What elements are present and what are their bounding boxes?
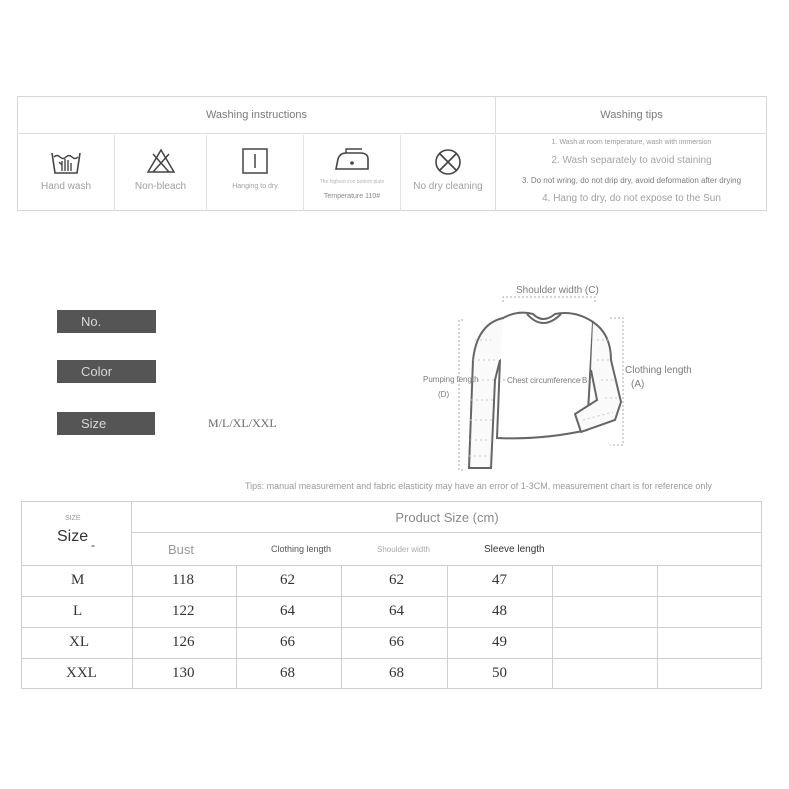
shoulder-width-label: Shoulder width (C) <box>516 285 599 296</box>
clothing-length-code: (A) <box>631 379 645 390</box>
shoulder-width-cell-m: 62 <box>389 572 404 588</box>
washing-tips-list <box>496 135 767 211</box>
care-hand-wash <box>18 135 115 211</box>
care-iron <box>304 135 401 211</box>
shoulder-width-cell-xl: 66 <box>389 634 404 650</box>
hanging-to-dry-label: Hanging to dry <box>232 183 278 190</box>
pumping-length-label: Pumping length <box>423 375 479 384</box>
iron-icon <box>332 147 372 173</box>
size-table <box>21 501 762 689</box>
bust-cell-xxl: 130 <box>172 665 195 681</box>
column-header-shoulder-width: Shoulder width <box>377 544 430 554</box>
size-corner-dash: - <box>91 538 95 552</box>
non-bleach-icon <box>146 147 176 175</box>
size-corner-small: SIZE <box>65 515 81 522</box>
size-options: M/L/XL/XXL <box>208 416 277 430</box>
size-cell-xl: XL <box>69 634 89 650</box>
hanging-to-dry-icon <box>241 147 269 175</box>
size-cell-m: M <box>71 572 85 588</box>
size-corner-cell <box>22 502 132 565</box>
care-hanging-to-dry <box>207 135 304 211</box>
chest-code: B <box>582 376 588 385</box>
no-dry-cleaning-label: No dry cleaning <box>413 181 483 192</box>
pumping-length-code: (D) <box>438 390 450 399</box>
sleeve-length-cell-xl: 49 <box>492 634 507 650</box>
non-bleach-label: Non-bleach <box>134 181 187 192</box>
shoulder-width-cell-xxl: 68 <box>389 665 404 681</box>
clothing-length-cell-xxl: 68 <box>280 665 295 681</box>
clothing-length-label: Clothing length <box>625 365 692 376</box>
hand-wash-label: Hand wash <box>40 181 92 192</box>
clothing-length-cell-xl: 66 <box>280 634 295 650</box>
column-header-clothing-length: Clothing length <box>271 544 332 554</box>
bust-cell-m: 118 <box>172 572 194 588</box>
washing-tip-3: 3. Do not wring, do not drip dry, avoid deformation after drying <box>521 176 742 185</box>
shoulder-width-cell-l: 64 <box>389 603 404 619</box>
bust-cell-xl: 126 <box>172 634 195 650</box>
care-no-dry-cleaning <box>401 135 496 211</box>
washing-tip-1: 1. Wash at room temperature, wash with immersion <box>551 139 712 146</box>
chest-circumference-label: Chest circumference <box>507 376 581 385</box>
measurement-tip: Tips: manual measurement and fabric elasticity may have an error of 1-3CM, measurement chart is for reference only <box>245 481 712 491</box>
no-dry-cleaning-icon <box>433 147 463 177</box>
washing-panel <box>17 96 767 211</box>
color-label: Color <box>57 360 156 383</box>
hand-wash-icon <box>49 147 83 177</box>
size-cell-xxl: XXL <box>66 665 97 681</box>
measurement-diagram <box>415 280 715 480</box>
bust-cell-l: 122 <box>172 603 195 619</box>
sleeve-length-cell-l: 48 <box>492 603 507 619</box>
size-corner-big: Size <box>57 528 89 545</box>
washing-tip-2: 2. Wash separately to avoid staining <box>551 155 712 166</box>
washing-tips-title: Washing tips <box>496 97 767 134</box>
sleeve-length-cell-xxl: 50 <box>492 665 507 681</box>
size-label: Size <box>57 412 155 435</box>
clothing-length-cell-l: 64 <box>280 603 295 619</box>
column-header-bust: Bust <box>168 541 195 557</box>
clothing-length-cell-m: 62 <box>280 572 295 588</box>
no-label: No. <box>57 310 156 333</box>
washing-tip-4: 4. Hang to dry, do not expose to the Sun <box>542 193 721 204</box>
product-size-header: Product Size (cm) <box>132 502 762 533</box>
size-cell-l: L <box>73 603 83 619</box>
iron-label: The highest iron bottom plate <box>319 179 385 185</box>
column-header-sleeve-length: Sleeve length <box>484 543 545 555</box>
washing-instructions-title: Washing instructions <box>18 97 496 134</box>
sleeve-length-cell-m: 47 <box>492 572 507 588</box>
care-non-bleach <box>115 135 207 211</box>
iron-temperature: Temperature 110# <box>323 193 381 200</box>
